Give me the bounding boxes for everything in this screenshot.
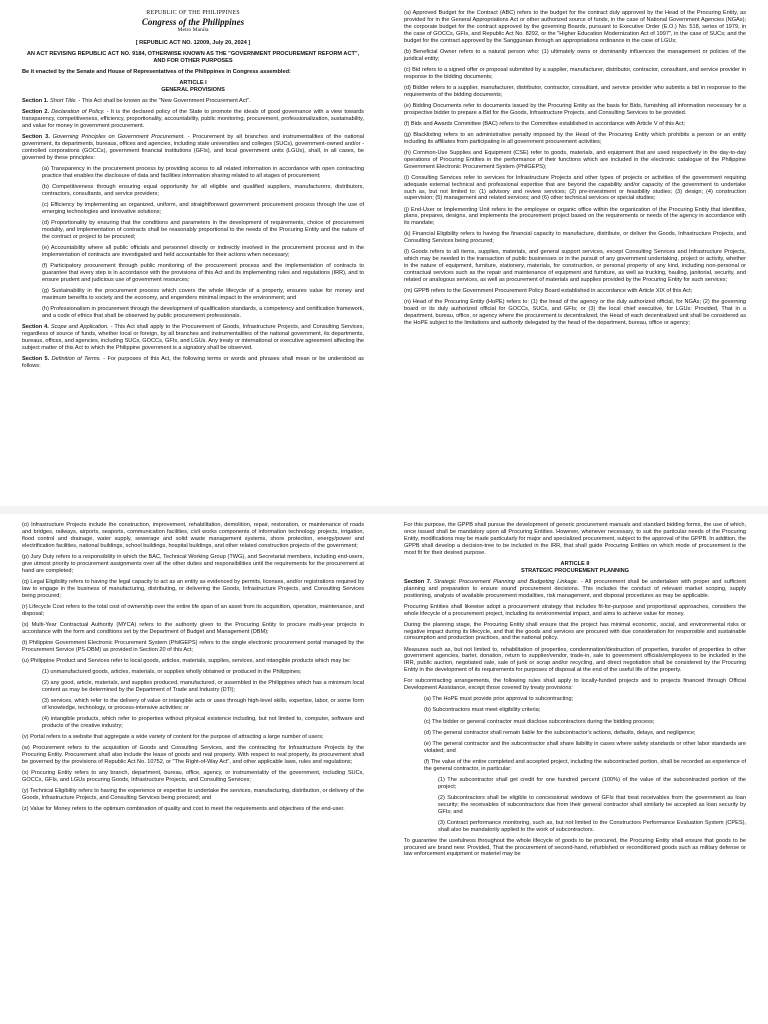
- metro-label: Metro Manila: [177, 27, 209, 33]
- definition-b: (b) Beneficial Owner refers to a natural person who: (1) ultimately owns or dominantly influences the management or policies of the juridical entity;: [404, 48, 746, 62]
- document-header: [22, 10, 364, 34]
- section-1: Section 1. Short Title. - This Act shall be known as the "New Government Procurement Act".: [22, 98, 251, 105]
- definition-q: (q) Legal Eligibility refers to having the legal capacity to act as an entity as evidenced by permits, licenses, and/or registrations required by law to engage in the business of manufacturing, distributing, or delivering the Goods, Infrastructure Projects, and Consulting Services being procured;: [22, 578, 364, 599]
- definition-x: (x) Procuring Entity refers to any branch, department, bureau, office, agency, or instrumentality of the government, including SUCs, GOCCs, GFIs, and LGUs procuring Goods, Infrastructure Projects, and Consulting Services;: [22, 769, 364, 783]
- definition-u2: (2) any good, article, materials, and supplies produced, manufactured, or assembled in the Philippines which has a minimum local content as may be determined by the Department of Trade and Industry (DTI);: [42, 679, 364, 693]
- subcontract-rule-b: (b) Subcontractors must meet eligibility criteria;: [424, 707, 541, 714]
- definition-u4: (4) intangible products, which refer to properties without physical existence including, but not limited to, computer, software and products of the creative industry;: [42, 715, 364, 729]
- procurement-strategy-paragraph: Procuring Entities shall likewise adopt a procurement strategy that includes fit-for-purpose and proportional approaches, considers the whole lifecycle of a procurement project, including its environmental impact, and aims to achieve value for money.: [404, 603, 746, 617]
- principle-a: (a) Transparency in the procurement process by providing access to all related information in accordance with open contracting practice that enables the disclosure of data and facilities information sharing related to all stages of procurement;: [42, 166, 364, 179]
- right-column-top: [404, 10, 746, 331]
- definition-v: (v) Portal refers to a website that aggregate a wide variety of content for the purpose of attracting a large number of users;: [22, 733, 324, 740]
- section-7: Section 7. Strategic Procurement Planning and Budgeting Linkage. - All procurement shall be undertaken with proper and sufficient planning and preparation to ensure sound procurement decisions. This includes the conduct of relevant market scoping, supply positioning, analysis of available procurement modalities, risk management, and disposal procedures as may be applicable.: [404, 578, 746, 599]
- act-number: [ REPUBLIC ACT NO. 12009, July 20, 2024 ]: [135, 40, 251, 46]
- principle-f: (f) Participatory procurement through public monitoring of the procurement process and the implementation of contracts to guarantee that every step is in accordance with the provisions of this Act and its implementing rules and regulations (IRR), and to ensure prudent and judicious use of government resources;: [42, 262, 364, 283]
- left-column-bottom: [22, 522, 364, 817]
- disposal-measures-paragraph: Measures such as, but not limited to, rehabilitation of properties, condemnation/destruction of properties, transfer of properties to other government agencies, barter, donation, return to supplier/vendor, trade-in, sale to government officials/employees to be included in the IRR, public auction, negotiated sale, sale of junk or scrap and/or recycling, and direct negotiation shall be considered by the Procuring Entity in the development of its requirements for purposes of disposal at the end of the useful life of the property.: [404, 646, 746, 674]
- subcontract-rule-f: (f) The value of the entire completed and accepted project, including the subcontracted portion, shall be recorded as experience of the general contractor, in particular:: [424, 758, 746, 772]
- definition-l: (l) Goods refers to all items, supplies, materials, and general support services, except Consulting Services and Infrastructure Projects, which may be needed in the transaction of public businesses or in the pursuit of any government undertaking, project or activity, whether in the nature of equipment, furniture, stationery, materials, for construction, or personal property of any kind, including non-personal or contractual services such as the repair and maintenance of equipment and furniture, as well as trucking, hauling, janitorial, security, and related or analogous services, as well as procurement of materials and supplies provided by the Procuring Entity for such services;: [404, 249, 746, 284]
- definition-u3: (3) services, which refer to the delivery of value or intangible acts or uses through high-level skills, expertise, labor, or some form of knowledge, technology, or process-intensive activities; or: [42, 697, 364, 711]
- definition-i: (i) Consulting Services refer to services for Infrastructure Projects and other types of projects or activities of the government requiring adequate external technical and professional expertise that are beyond the capability and/or capacity of the government to undertake such as, but not limited to: (1) advisory and review services; (2) pre-investment or feasibility studies; (3) design; (4) construction supervision; (5) management and related services; and (6) other technical services or special studies;: [404, 174, 746, 202]
- principle-g: (g) Sustainability in the procurement process which covers the whole lifecycle of a property, ensures value for money and maximum benefits to society and the economy, and engenders minimal impact to the environment; and: [42, 287, 364, 301]
- principle-h: (h) Professionalism in procurement through the development of qualification standards, a competency and certification framework, and a code of ethics that shall be observed by public procurement professionals.: [42, 305, 364, 319]
- act-title: AN ACT REVISING REPUBLIC ACT NO. 9184, OTHERWISE KNOWN AS THE "GOVERNMENT PROCUREMENT REFORM ACT", AND FOR OTHER PURPOSES: [26, 51, 360, 64]
- definition-e: (e) Bidding Documents refer to documents issued by the Procuring Entity as the basis for Bids, furnishing all information necessary for a prospective bidder to prepare a Bid for the Goods, Infrastructure Projects, and Consulting Services to be provided.: [404, 102, 746, 116]
- document-page-bottom: [0, 512, 768, 1024]
- principle-d: (d) Proportionality by ensuring that the conditions and parameters in the development of requirements, choice of procurement modality, and implementation of contracts shall be reasonably proportional to the needs of the Procuring Entity and the nature of the contract or project to be procured;: [42, 220, 364, 240]
- definition-g: (g) Blacklisting refers to an administrative penalty imposed by the Head of the Procuring Entity which prohibits a person or an entity including its affiliates from participating in all government procurement activities;: [404, 131, 746, 145]
- definition-y: (y) Technical Eligibility refers to having the experience or expertise to undertake the services, manufacturing, distribution, or delivery of the Goods, Infrastructure Projects, and Consulting Services being procured; and: [22, 787, 364, 801]
- article-2-number: ARTICLE II: [560, 560, 590, 567]
- definition-t: (t) Philippine Government Electronic Procurement System (PhilGEPS) refers to the single electronic procurement portal managed by the Procurement Service (PS-DBM) as provided in Section 20 of this Act;: [22, 639, 364, 653]
- enacting-clause: Be it enacted by the Senate and House of Representatives of the Philippines in Congress assembled:: [22, 69, 291, 76]
- section-3: Section 3. Governing Principles on Government Procurement. - Procurement by all branches and instrumentalities of the national government, its departments, bureaus, offices and agencies, including state universities and colleges (SUCs), government-owned and/or -controlled corporations (GOCCs), government financial institutions (GFIs), and local government units (LGUs), shall, in all cases, be governed by these principles:: [22, 134, 364, 161]
- definition-m: (m) GPPB refers to the Government Procurement Policy Board established in accordance with Article XIX of this Act;: [404, 288, 693, 295]
- section-2: Section 2. Declaration of Policy. - It is the declared policy of the State to promote the ideals of good governance with a view towards transparency, competitiveness, efficiency, proportionality, accountability, public monitoring, procurement, professionalization, sustainability, and value for money in government procurement.: [22, 109, 364, 130]
- gppb-manuals-paragraph: For this purpose, the GPPB shall pursue the development of generic procurement manuals and standard bidding forms, the use of which, once issued shall be mandatory upon all Procuring Entities. However, whenever necessary, to suit the particular needs of the Procuring Entity, modifications may be made particularly for major and specialized procurement, subject to the approval of the GPPB. In addition, the GPPB shall develop a decision-tree to be included in the IRR, that shall guide Procuring Entities on which mode of procurement is the most fit for their desired purpose.: [404, 522, 746, 556]
- definition-u: (u) Philippine Product and Services refer to local goods, articles, materials, supplies, services, and intangible products which may be:: [22, 657, 351, 664]
- definition-p: (p) Jury Duty refers to a responsibility in which the BAC, Technical Working Group (TWG), and Secretariat members, including end-users, give utmost priority to procurement assignments over all the other duties and responsibilities until the requirements for the procurement at hand are completed;: [22, 553, 364, 574]
- subcontract-rule-f3: (3) Contract performance monitoring, such as, but not limited to the Constructors Performance Evaluation System (CPES), shall also be mandatorily applied to the work of subcontractors.: [438, 819, 746, 833]
- congress-label: Congress of the Philippines: [141, 17, 245, 27]
- subcontract-rule-f1: (1) The subcontractor shall get credit for one hundred percent (100%) of the value of the subcontracted portion of the project;: [438, 776, 746, 790]
- definition-o: (o) Infrastructure Projects include the construction, improvement, rehabilitation, demolition, repair, restoration, or maintenance of roads and bridges, railways, airports, seaports, communication facilities, civil works components of information technology projects, irrigation, flood control and drainage, water supply, sewerage and solid waste management systems, shore protection, energy/power and electrification facilities, national buildings, school buildings, hospital buildings, and other related construction projects of the government;: [22, 522, 364, 549]
- definition-f: (f) Bids and Awards Committee (BAC) refers to the Committee established in accordance with Article V of this Act;: [404, 120, 685, 127]
- definition-z: (z) Value for Money refers to the optimum combination of quality and cost to meet the requirements and objectives of the end-user.: [22, 805, 345, 812]
- article-number: ARTICLE I: [179, 80, 207, 87]
- definition-d: (d) Bidder refers to a supplier, manufacturer, distributor, contractor, consultant, and service provider who submits a bid in response to the requirements of the bidding documents;: [404, 84, 746, 98]
- principle-c: (c) Efficiency by implementing an organized, uniform, and straightforward government procurement process through the use of emerging technologies and innovative solutions;: [42, 202, 364, 215]
- right-column-bottom: [404, 522, 746, 863]
- republic-label: REPUBLIC OF THE PHILIPPINES: [146, 10, 240, 16]
- principle-e: (e) Accountability where all public officials and personnel directly or indirectly involved in the procurement process and in the implementation of contracts are investigated and held accountable for their actions when necessary;: [42, 244, 364, 258]
- planning-stage-paragraph: During the planning stage, the Procuring Entity shall ensure that the project has minimal economic, social, and environmental risks or negative impact during its lifecycle, and that the goods and services are procured with due consideration for responsible and sustainable consumption and production practices, and the national policy.: [404, 621, 746, 642]
- subcontract-rule-a: (a) The HoPE must provide prior approval to subcontracting;: [424, 696, 574, 703]
- definition-u1: (1) unmanufactured goods, articles, materials, or supplies wholly obtained or produced in the Philippines;: [42, 668, 302, 675]
- definition-j: (j) End-User or Implementing Unit refers to the employee or organic office within the organization of the Procuring Entity that identifies, plans, prepares, designs, and implements the procurement project based on the requirements or needs of the agency in accordance with its mandate;: [404, 206, 746, 227]
- definition-h: (h) Common-Use Supplies and Equipment (CSE) refer to goods, materials, and equipment that are used respectively in the day-to-day operations of Procuring Entities in the performance of their functions which are included in the electronic catalogue of the Philippine Government Electronic Procurement System (PhilGEPS);: [404, 149, 746, 170]
- section-5: Section 5. Definition of Terms. - For purposes of this Act, the following terms or words and phrases shall mean or be understood as follows:: [22, 355, 364, 369]
- definition-n: (n) Head of the Procuring Entity (HoPE) refers to: (1) the head of the agency or the duly authorized official, for NGAs; (2) the governing board or its duly authorized official for GOCCs, SUCs, and GFIs; or (3) the local chief executive, for LGUs: Provided, That in a department, bureau, office, or agency where the procurement is decentralized, the Head of each decentralized unit shall be considered as the HoPE subject to the limitations and authority delegated by the head of the department, bureau, office or agency;: [404, 299, 746, 326]
- article-title: GENERAL PROVISIONS: [161, 87, 225, 94]
- definition-k: (k) Financial Eligibility refers to having the financial capacity to manufacture, distribute, or deliver the Goods, Infrastructure Projects, and Consulting Services being procured;: [404, 231, 746, 245]
- definition-s: (s) Multi-Year Contractual Authority (MYCA) refers to the authority given to the Procuring Entity to procure multi-year projects in accordance with the form and conditions set by the Department of Budget and Management (DBM);: [22, 621, 364, 635]
- brand-new-goods-paragraph: To guarantee the usefulness throughout the whole lifecycle of goods to be procured, the Procuring Entity shall ensure that goods to be procured are brand new: Provided, That the procurement of second-hand, refurbished or reconditioned goods such as military defense or law enforcement equipment or materiel may be: [404, 837, 746, 858]
- definition-r: (r) Lifecycle Cost refers to the total cost of ownership over the entire life span of an asset from its acquisition, operation, maintenance, and disposal;: [22, 603, 364, 617]
- article-2-title: STRATEGIC PROCUREMENT PLANNING: [520, 567, 630, 574]
- definition-w: (w) Procurement refers to the acquisition of Goods and Consulting Services, and the contracting for Infrastructure Projects by the Procuring Entity. Procurement shall also include the lease of goods and real property. With respect to real property, its procurement shall be governed by the provisions of Republic Act No. 10752, or "The Right-of-Way Act", and other applicable laws, rules and regulations;: [22, 744, 364, 765]
- left-column-top: [22, 10, 364, 374]
- principle-b: (b) Competitiveness through ensuring equal opportunity for all eligible and qualified suppliers, manufacturers, distributors, contractors, consultants, and service providers;: [42, 184, 364, 197]
- subcontract-rule-c: (c) The bidder or general contractor must disclose subcontractors during the bidding process;: [424, 718, 655, 725]
- definition-a: (a) Approved Budget for the Contract (ABC) refers to the budget for the contract duly approved by the Head of the Procuring Entity, as provided for in the General Appropriations Act or other authorized source of funds, in the case of National Government Agencies (NGAs); the corporate budget for the contract approved by the governing Boards, pursuant to Executive Order (E.O.) No. 518, series of 1979, in the case of GOCCs, GFIs, and Republic Act No. 8292, or the "Higher Education Modernization Act of 1997", in the case of SUCs; and the budget for the contract approved by the Sanggunian through an appropriations ordinance in the case of LGUs;: [404, 10, 746, 44]
- subcontracting-paragraph: For subcontracting arrangements, the following rules shall apply to locally-funded projects and to projects financed through Official Development Assistance, except those covered by treaty provisions:: [404, 678, 746, 692]
- subcontract-rule-f2: (2) Subcontractors shall be eligible to concessional windows of GFIs that treat receivables from the government as loan security; the receivables of subcontractors due from their general contractor shall similarly be accepted as loan security by GFIs; and: [438, 794, 746, 815]
- section-4: Section 4. Scope and Application. - This Act shall apply to the Procurement of Goods, Infrastructure Projects, and Consulting Services, regardless of source of funds, whether local or foreign, by all branches and instrumentalities of the national government, its departments, bureaus, offices, and agencies, including SUCs, GOCCs, GFIs, and LGUs. Any treaty or international or executive agreement affecting the subject matter of this Act to which the Philippine government is a signatory shall be observed.: [22, 323, 365, 351]
- subcontract-rule-e: (e) The general contractor and the subcontractor shall share liability in cases where safety standards or other labor standards are violated; and: [424, 740, 746, 754]
- subcontract-rule-d: (d) The general contractor shall remain liable for the subcontractor's actions, defaults, delays, and negligence;: [424, 729, 696, 736]
- definition-c: (c) Bid refers to a signed offer or proposal submitted by a supplier, manufacturer, distributor, contractor, consultant, and service provider in response to the bidding documents;: [404, 66, 746, 80]
